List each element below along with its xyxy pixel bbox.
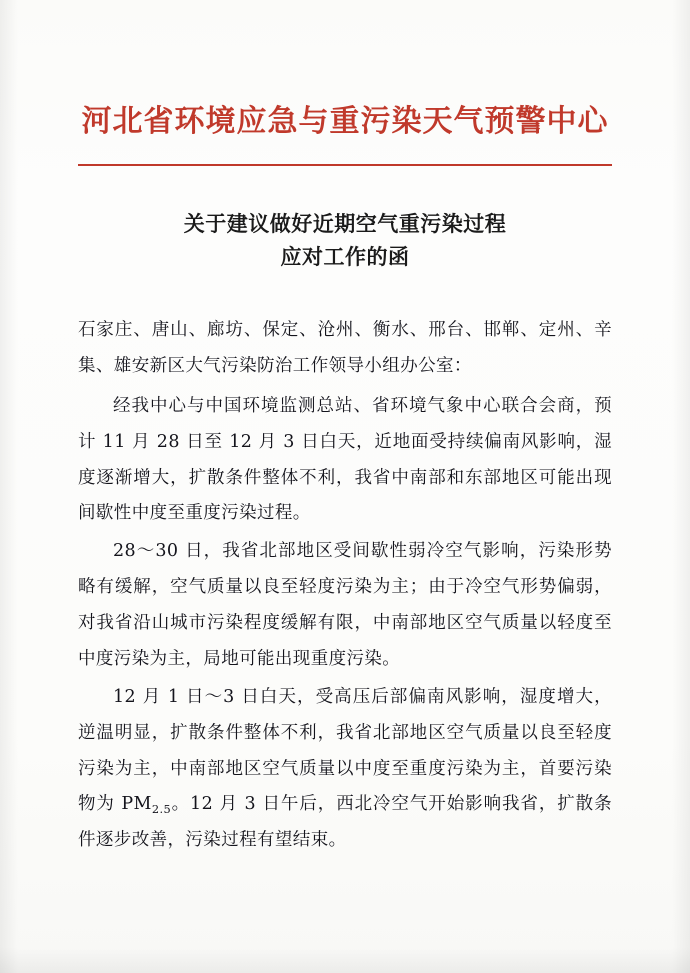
document-subject (78, 208, 612, 273)
document-body (78, 313, 612, 859)
subject-line-2: 应对工作的函 (280, 243, 410, 269)
issuing-organization-title: 河北省环境应急与重污染天气预警中心 (81, 104, 609, 139)
subject-line-1: 关于建议做好近期空气重污染过程 (183, 211, 507, 236)
body-paragraph-2: 28～30 日，我省北部地区受间歇性弱冷空气影响，污染形势略有缓解，空气质量以良至轻度污染为主；由于冷空气形势偏弱，对我省沿山城市污染程度缓解有限，中南部地区空气质量以轻度至中度污染为主，局地可能出现重度污染。 (78, 541, 612, 669)
pm25-subscript: 2.5 (151, 802, 172, 817)
addressee-line: 石家庄、唐山、廊坊、保定、沧州、衡水、邢台、邯郸、定州、辛集、雄安新区大气污染防治工作领导小组办公室： (78, 320, 612, 376)
header-red-rule (78, 164, 612, 166)
body-paragraph-3-part2: 。12 月 3 日午后，西北冷空气开始影响我省，扩散条件逐步改善，污染过程有望结束。 (78, 794, 612, 851)
body-paragraph-3-part1: 12 月 1 日～3 日白天，受高压后部偏南风影响，湿度增大，逆温明显，扩散条件整体不利，我省北部地区空气质量以良至轻度污染为主，中南部地区空气质量以中度至重度污染为主，首要污染物为 PM (78, 686, 612, 815)
body-paragraph-1: 经我中心与中国环境监测总站、省环境气象中心联合会商，预计 11 月 28 日至 12 月 3 日白天，近地面受持续偏南风影响，湿度逐渐增大，扩散条件整体不利，我省中南部和东部地区可能出现间歇性中度至重度污染过程。 (78, 395, 612, 524)
document-header (78, 0, 612, 166)
body-paragraph-3 (78, 680, 612, 859)
